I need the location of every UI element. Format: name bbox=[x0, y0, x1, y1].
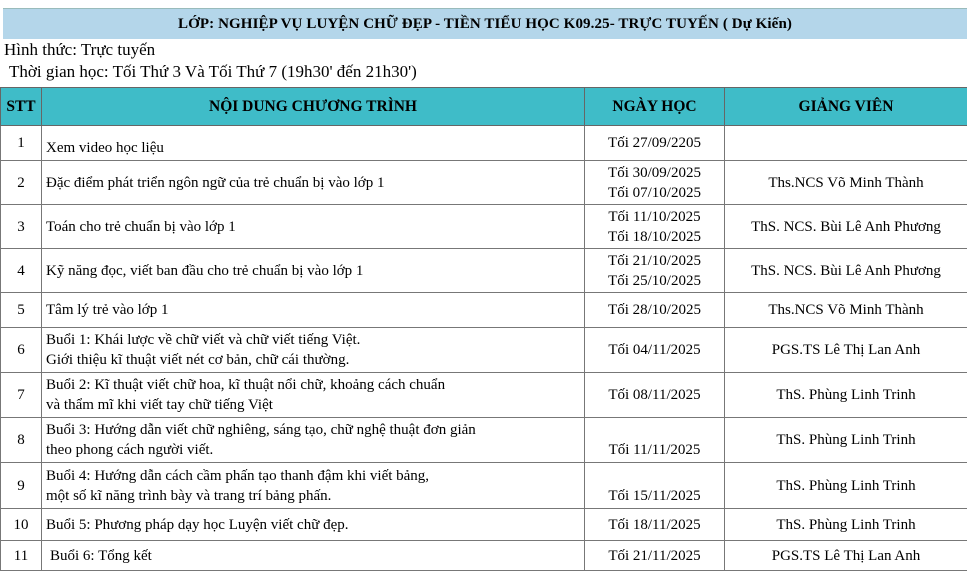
date-line: Tối 25/10/2025 bbox=[585, 271, 724, 291]
content-line: Buổi 3: Hướng dẫn viết chữ nghiêng, sáng tạo, chữ nghệ thuật đơn giản bbox=[46, 420, 584, 440]
content-cell bbox=[42, 161, 585, 205]
content-cell bbox=[42, 541, 585, 571]
table-row bbox=[1, 373, 967, 418]
content-line: Buổi 2: Kĩ thuật viết chữ hoa, kĩ thuật nổi chữ, khoảng cách chuẩn bbox=[46, 375, 584, 395]
content-line: Buổi 1: Khái lược về chữ viết và chữ viết tiếng Việt. bbox=[46, 330, 584, 350]
table-row bbox=[1, 293, 967, 328]
date-line: Tối 11/10/2025 bbox=[585, 207, 724, 227]
date-line: Tối 21/11/2025 bbox=[608, 548, 700, 564]
lecturer-cell: ThS. Phùng Linh Trinh bbox=[725, 373, 967, 418]
date-cell bbox=[585, 509, 725, 541]
column-header-content: NỘI DUNG CHƯƠNG TRÌNH bbox=[42, 88, 585, 126]
content-line: theo phong cách người viết. bbox=[46, 440, 584, 460]
table-row bbox=[1, 509, 967, 541]
content-cell bbox=[42, 293, 585, 328]
date-cell bbox=[585, 126, 725, 161]
date-line: Tối 21/10/2025 bbox=[585, 251, 724, 271]
date-cell bbox=[585, 249, 725, 293]
date-cell bbox=[585, 463, 725, 509]
date-line: Tối 27/09/2205 bbox=[608, 135, 701, 151]
content-cell bbox=[42, 463, 585, 509]
date-cell bbox=[585, 418, 725, 463]
lecturer-cell: ThS. Phùng Linh Trinh bbox=[725, 509, 967, 541]
stt-cell: 3 bbox=[1, 205, 42, 249]
stt-cell: 2 bbox=[1, 161, 42, 205]
table-row bbox=[1, 126, 967, 161]
content-line: Tâm lý trẻ vào lớp 1 bbox=[46, 302, 168, 318]
date-cell bbox=[585, 161, 725, 205]
date-line: Tối 08/11/2025 bbox=[608, 387, 700, 403]
table-header-row bbox=[1, 88, 967, 126]
column-header-lecturer: GIẢNG VIÊN bbox=[725, 88, 967, 126]
table-row bbox=[1, 328, 967, 373]
date-line: Tối 30/09/2025 bbox=[585, 163, 724, 183]
content-line: Toán cho trẻ chuẩn bị vào lớp 1 bbox=[46, 219, 236, 235]
date-line: Tối 18/11/2025 bbox=[608, 517, 700, 533]
program-table bbox=[0, 87, 967, 571]
content-line: một số kĩ năng trình bày và trang trí bảng phấn. bbox=[46, 486, 584, 506]
date-line: Tối 11/11/2025 bbox=[609, 442, 701, 458]
stt-cell: 9 bbox=[1, 463, 42, 509]
stt-cell: 1 bbox=[1, 126, 42, 161]
content-cell bbox=[42, 328, 585, 373]
content-line: Kỹ năng đọc, viết ban đầu cho trẻ chuẩn bị vào lớp 1 bbox=[46, 263, 363, 279]
date-line: Tối 18/10/2025 bbox=[585, 227, 724, 247]
lecturer-cell: ThS. Phùng Linh Trinh bbox=[725, 418, 967, 463]
lecturer-cell: ThS. NCS. Bùi Lê Anh Phương bbox=[725, 249, 967, 293]
date-line: Tối 28/10/2025 bbox=[608, 302, 701, 318]
date-line: Tối 04/11/2025 bbox=[608, 342, 700, 358]
study-schedule: Thời gian học: Tối Thứ 3 Và Tối Thứ 7 (19h30' đến 21h30') bbox=[9, 62, 417, 82]
table-row bbox=[1, 541, 967, 571]
study-format: Hình thức: Trực tuyến bbox=[4, 40, 155, 60]
table-row bbox=[1, 418, 967, 463]
content-cell bbox=[42, 205, 585, 249]
date-cell bbox=[585, 328, 725, 373]
content-line: Buổi 5: Phương pháp dạy học Luyện viết chữ đẹp. bbox=[46, 517, 348, 533]
table-row bbox=[1, 249, 967, 293]
date-line: Tối 07/10/2025 bbox=[585, 183, 724, 203]
content-cell bbox=[42, 509, 585, 541]
date-cell bbox=[585, 541, 725, 571]
stt-cell: 4 bbox=[1, 249, 42, 293]
lecturer-cell: Ths.NCS Võ Minh Thành bbox=[725, 293, 967, 328]
content-line: Buổi 6: Tổng kết bbox=[50, 548, 152, 564]
table-row bbox=[1, 463, 967, 509]
lecturer-cell: Ths.NCS Võ Minh Thành bbox=[725, 161, 967, 205]
content-line: Xem video học liệu bbox=[46, 140, 164, 156]
content-cell bbox=[42, 418, 585, 463]
content-line: Buổi 4: Hướng dẫn cách cầm phấn tạo thanh đậm khi viết bảng, bbox=[46, 466, 584, 486]
table-row bbox=[1, 205, 967, 249]
date-cell bbox=[585, 373, 725, 418]
content-line: Đặc điểm phát triển ngôn ngữ của trẻ chuẩn bị vào lớp 1 bbox=[46, 175, 384, 191]
content-cell bbox=[42, 249, 585, 293]
stt-cell: 11 bbox=[1, 541, 42, 571]
content-cell bbox=[42, 126, 585, 161]
content-cell bbox=[42, 373, 585, 418]
lecturer-cell: ThS. Phùng Linh Trinh bbox=[725, 463, 967, 509]
date-cell bbox=[585, 293, 725, 328]
page-title: LỚP: NGHIỆP VỤ LUYỆN CHỮ ĐẸP - TIỀN TIỂU HỌC K09.25- TRỰC TUYẾN ( Dự Kiến) bbox=[3, 8, 967, 39]
content-line: và thẩm mĩ khi viết tay chữ tiếng Việt bbox=[46, 395, 584, 415]
lecturer-cell: ThS. NCS. Bùi Lê Anh Phương bbox=[725, 205, 967, 249]
lecturer-cell bbox=[725, 126, 967, 161]
lecturer-cell: PGS.TS Lê Thị Lan Anh bbox=[725, 328, 967, 373]
stt-cell: 8 bbox=[1, 418, 42, 463]
stt-cell: 7 bbox=[1, 373, 42, 418]
content-line: Giới thiệu kĩ thuật viết nét cơ bản, chữ cái thường. bbox=[46, 350, 584, 370]
lecturer-cell: PGS.TS Lê Thị Lan Anh bbox=[725, 541, 967, 571]
column-header-stt: STT bbox=[1, 88, 42, 126]
column-header-date: NGÀY HỌC bbox=[585, 88, 725, 126]
date-line: Tối 15/11/2025 bbox=[608, 488, 700, 504]
table-row bbox=[1, 161, 967, 205]
stt-cell: 5 bbox=[1, 293, 42, 328]
date-cell bbox=[585, 205, 725, 249]
stt-cell: 10 bbox=[1, 509, 42, 541]
stt-cell: 6 bbox=[1, 328, 42, 373]
title-bar bbox=[0, 0, 967, 38]
